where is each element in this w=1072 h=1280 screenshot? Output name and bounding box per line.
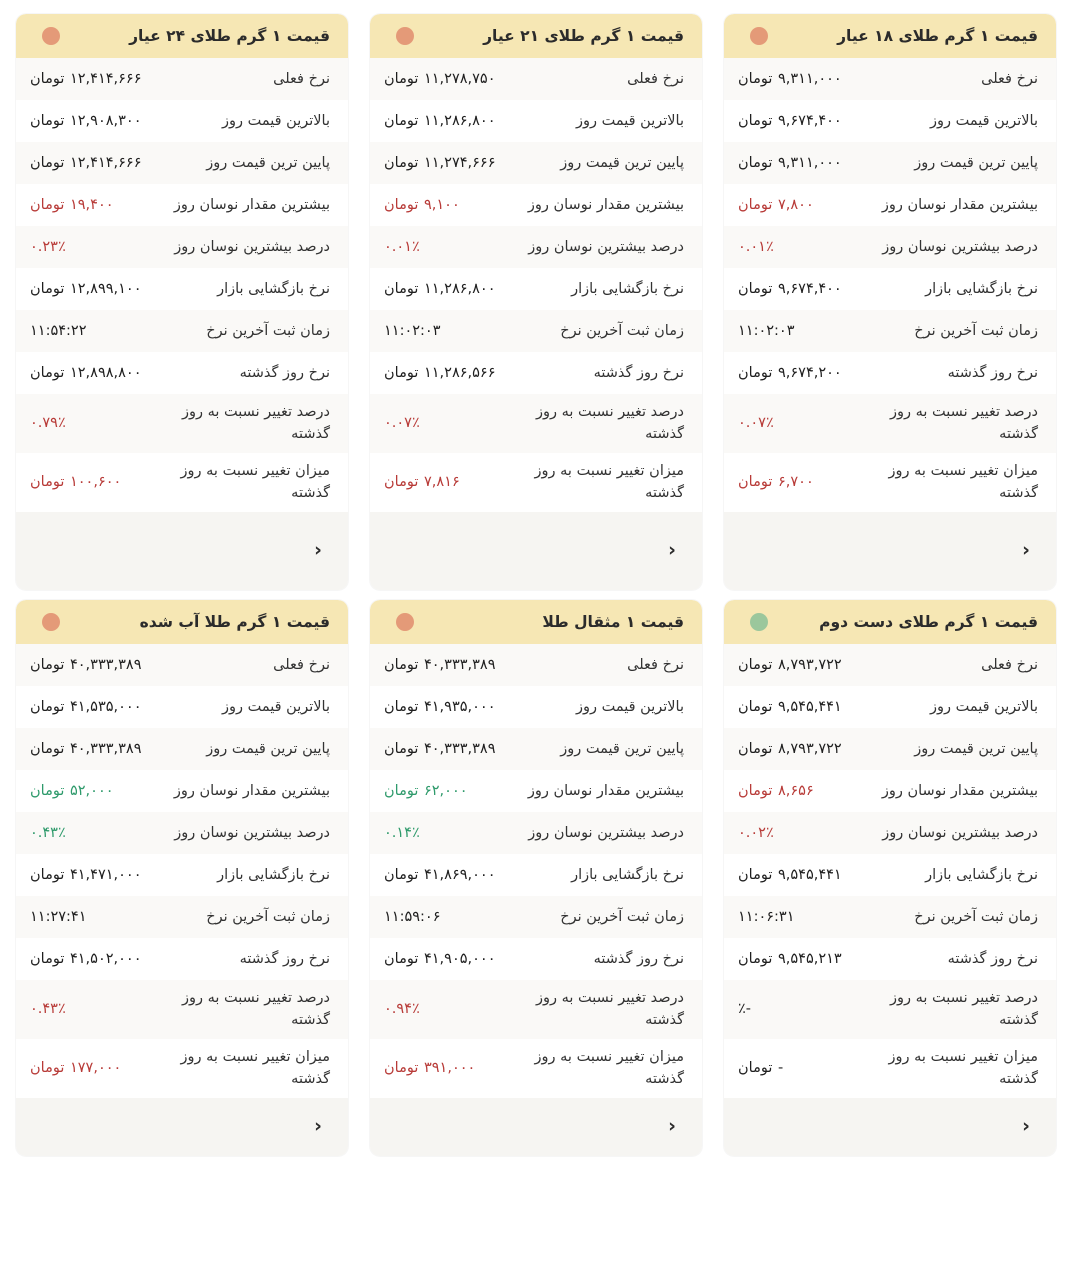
table-row bbox=[724, 310, 1056, 352]
row-label: درصد بیشترین نوسان روز bbox=[882, 238, 1038, 255]
table-row bbox=[370, 58, 702, 100]
row-label: درصد بیشترین نوسان روز bbox=[528, 238, 684, 255]
row-value: ۰.۰۷٪ bbox=[738, 415, 774, 432]
price-card-gold-24k bbox=[16, 14, 348, 590]
status-dot-icon bbox=[42, 27, 60, 45]
card-footer bbox=[724, 512, 1056, 590]
card-header bbox=[370, 600, 702, 644]
row-label: درصد بیشترین نوسان روز bbox=[528, 824, 684, 841]
row-label: نرخ روز گذشته bbox=[593, 364, 684, 381]
row-value: ۵۲,۰۰۰ تومان bbox=[30, 782, 114, 799]
row-value: ۰.۰۲٪ bbox=[738, 824, 774, 841]
row-label: پایین ترین قیمت روز bbox=[560, 154, 684, 171]
row-value: ۶۲,۰۰۰ تومان bbox=[384, 782, 468, 799]
row-label: پایین ترین قیمت روز bbox=[206, 740, 330, 757]
card-header bbox=[16, 14, 348, 58]
row-label: بالاترین قیمت روز bbox=[222, 112, 330, 129]
row-label: درصد تغییر نسبت به روز گذشته bbox=[535, 989, 684, 1029]
row-label: نرخ فعلی bbox=[627, 70, 684, 87]
row-value: ۱۱,۲۸۶,۵۶۶ تومان bbox=[384, 364, 496, 381]
row-label: میزان تغییر نسبت به روز گذشته bbox=[534, 462, 684, 502]
table-row bbox=[16, 58, 348, 100]
row-label: بالاترین قیمت روز bbox=[930, 698, 1038, 715]
table-row bbox=[370, 812, 702, 854]
row-value: ۰.۰۷٪ bbox=[384, 415, 420, 432]
row-label: بیشترین مقدار نوسان روز bbox=[881, 782, 1038, 799]
table-row bbox=[724, 58, 1056, 100]
row-label: زمان ثبت آخرین نرخ bbox=[206, 322, 330, 339]
row-label: پایین ترین قیمت روز bbox=[560, 740, 684, 757]
row-value: ۱۲,۹۰۸,۳۰۰ تومان bbox=[30, 112, 142, 129]
row-value: ۱۱:۵۹:۰۶ bbox=[384, 908, 441, 925]
row-value: ۴۰,۳۳۳,۳۸۹ تومان bbox=[384, 656, 496, 673]
row-label: درصد بیشترین نوسان روز bbox=[882, 824, 1038, 841]
table-row bbox=[16, 770, 348, 812]
row-value: ۹,۵۴۵,۴۴۱ تومان bbox=[738, 698, 842, 715]
row-value: ۱۱:۵۴:۲۲ bbox=[30, 322, 87, 339]
status-dot-icon bbox=[42, 613, 60, 631]
table-row bbox=[16, 1039, 348, 1098]
table-row bbox=[370, 854, 702, 896]
table-row bbox=[370, 310, 702, 352]
row-label: نرخ فعلی bbox=[981, 70, 1038, 87]
table-row bbox=[724, 142, 1056, 184]
row-value: ۴۱,۴۷۱,۰۰۰ تومان bbox=[30, 866, 142, 883]
row-label: درصد بیشترین نوسان روز bbox=[174, 238, 330, 255]
row-label: بالاترین قیمت روز bbox=[576, 698, 684, 715]
row-value: ۴۰,۳۳۳,۳۸۹ تومان bbox=[30, 740, 142, 757]
card-rows bbox=[370, 58, 702, 512]
row-label: نرخ روز گذشته bbox=[947, 950, 1038, 967]
row-value: ۰.۹۴٪ bbox=[384, 1001, 420, 1018]
row-value: ۰.۷۹٪ bbox=[30, 415, 66, 432]
card-footer bbox=[16, 1098, 348, 1156]
table-row bbox=[724, 268, 1056, 310]
row-label: میزان تغییر نسبت به روز گذشته bbox=[888, 1048, 1038, 1088]
row-label: بالاترین قیمت روز bbox=[930, 112, 1038, 129]
card-title: قیمت ۱ مثقال طلا bbox=[542, 612, 684, 631]
row-label: نرخ فعلی bbox=[273, 656, 330, 673]
table-row bbox=[16, 644, 348, 686]
table-row bbox=[724, 100, 1056, 142]
card-footer bbox=[16, 512, 348, 590]
row-value: ۱۲,۸۹۸,۸۰۰ تومان bbox=[30, 364, 142, 381]
row-label: نرخ بازگشایی بازار bbox=[925, 866, 1038, 883]
row-value: ۰.۰۱٪ bbox=[738, 238, 774, 255]
card-rows bbox=[16, 58, 348, 512]
row-label: بالاترین قیمت روز bbox=[576, 112, 684, 129]
row-value: ۱۱:۰۶:۳۱ bbox=[738, 908, 795, 925]
row-label: درصد تغییر نسبت به روز گذشته bbox=[889, 404, 1038, 443]
row-value: ۰.۴۳٪ bbox=[30, 1001, 66, 1018]
table-row bbox=[16, 896, 348, 938]
table-row bbox=[724, 812, 1056, 854]
row-value: ۹,۱۰۰ تومان bbox=[384, 196, 460, 213]
table-row bbox=[16, 854, 348, 896]
card-footer bbox=[724, 1098, 1056, 1156]
row-value: ۹,۵۴۵,۲۱۳ تومان bbox=[738, 950, 842, 967]
row-value: ۱۲,۴۱۴,۶۶۶ تومان bbox=[30, 70, 142, 87]
table-row bbox=[724, 394, 1056, 453]
row-label: نرخ بازگشایی بازار bbox=[217, 280, 330, 297]
row-value: ۷,۸۰۰ تومان bbox=[738, 196, 814, 213]
row-label: میزان تغییر نسبت به روز گذشته bbox=[888, 462, 1038, 502]
card-title: قیمت ۱ گرم طلای ۲۴ عیار bbox=[129, 27, 330, 45]
row-value: ۰.۱۴٪ bbox=[384, 824, 420, 841]
card-title: قیمت ۱ گرم طلای ۲۱ عیار bbox=[483, 27, 684, 45]
card-header bbox=[16, 600, 348, 644]
chevron-left-icon[interactable]: ‹ bbox=[668, 1115, 676, 1138]
table-row bbox=[16, 980, 348, 1039]
card-title: قیمت ۱ گرم طلا آب شده bbox=[139, 612, 330, 631]
row-label: بالاترین قیمت روز bbox=[222, 698, 330, 715]
price-card-gold-21k bbox=[370, 14, 702, 590]
table-row bbox=[724, 938, 1056, 980]
row-label: نرخ فعلی bbox=[981, 656, 1038, 673]
row-label: میزان تغییر نسبت به روز گذشته bbox=[534, 1048, 684, 1088]
row-value: ۴۱,۸۶۹,۰۰۰ تومان bbox=[384, 866, 496, 883]
table-row bbox=[370, 1039, 702, 1098]
table-row bbox=[16, 184, 348, 226]
table-row bbox=[370, 352, 702, 394]
row-value: ۱۲,۸۹۹,۱۰۰ تومان bbox=[30, 280, 142, 297]
row-value: ۱۱,۲۸۶,۸۰۰ تومان bbox=[384, 280, 496, 297]
card-rows bbox=[724, 644, 1056, 1098]
row-value: ۸,۷۹۳,۷۲۲ تومان bbox=[738, 740, 842, 757]
row-value: ۴۱,۵۳۵,۰۰۰ تومان bbox=[30, 698, 142, 715]
card-rows bbox=[724, 58, 1056, 512]
table-row bbox=[724, 896, 1056, 938]
table-row bbox=[370, 728, 702, 770]
row-label: نرخ فعلی bbox=[627, 656, 684, 673]
row-label: زمان ثبت آخرین نرخ bbox=[914, 908, 1038, 925]
table-row bbox=[370, 896, 702, 938]
row-label: نرخ بازگشایی بازار bbox=[571, 866, 684, 883]
row-value: ۹,۵۴۵,۴۴۱ تومان bbox=[738, 866, 842, 883]
row-label: بیشترین مقدار نوسان روز bbox=[173, 196, 330, 213]
row-value: ۷,۸۱۶ تومان bbox=[384, 474, 460, 491]
table-row bbox=[16, 310, 348, 352]
table-row bbox=[16, 226, 348, 268]
row-label: میزان تغییر نسبت به روز گذشته bbox=[180, 1048, 330, 1088]
row-label: درصد تغییر نسبت به روز گذشته bbox=[889, 989, 1038, 1029]
row-value: ۱۱,۲۷۴,۶۶۶ تومان bbox=[384, 154, 496, 171]
card-footer bbox=[370, 512, 702, 590]
row-label: زمان ثبت آخرین نرخ bbox=[914, 322, 1038, 339]
table-row bbox=[16, 268, 348, 310]
row-label: نرخ روز گذشته bbox=[593, 950, 684, 967]
table-row bbox=[724, 184, 1056, 226]
price-card-gold-18k bbox=[724, 14, 1056, 590]
chevron-left-icon[interactable]: ‹ bbox=[314, 539, 322, 562]
row-value: ۴۱,۹۳۵,۰۰۰ تومان bbox=[384, 698, 496, 715]
status-dot-icon bbox=[750, 613, 768, 631]
row-value: -٪ bbox=[738, 1001, 752, 1018]
table-row bbox=[16, 142, 348, 184]
card-header bbox=[724, 600, 1056, 644]
table-row bbox=[370, 142, 702, 184]
table-row bbox=[370, 980, 702, 1039]
table-row bbox=[16, 100, 348, 142]
row-label: بیشترین مقدار نوسان روز bbox=[527, 782, 684, 799]
row-value: ۱۱:۰۲:۰۳ bbox=[384, 322, 441, 339]
table-row bbox=[724, 1039, 1056, 1098]
table-row bbox=[16, 352, 348, 394]
card-footer bbox=[370, 1098, 702, 1156]
row-value: ۹,۳۱۱,۰۰۰ تومان bbox=[738, 154, 842, 171]
row-value: ۰.۴۳٪ bbox=[30, 824, 66, 841]
chevron-left-icon[interactable]: ‹ bbox=[668, 539, 676, 562]
row-label: نرخ بازگشایی بازار bbox=[925, 280, 1038, 297]
table-row bbox=[724, 644, 1056, 686]
row-value: ۹,۳۱۱,۰۰۰ تومان bbox=[738, 70, 842, 87]
row-value: ۴۱,۵۰۲,۰۰۰ تومان bbox=[30, 950, 142, 967]
row-value: ۸,۷۹۳,۷۲۲ تومان bbox=[738, 656, 842, 673]
row-value: ۱۱,۲۸۶,۸۰۰ تومان bbox=[384, 112, 496, 129]
row-value: ۱۰۰,۶۰۰ تومان bbox=[30, 474, 122, 491]
row-value: ۰.۰۱٪ bbox=[384, 238, 420, 255]
row-value: ۸,۶۵۶ تومان bbox=[738, 782, 814, 799]
row-label: پایین ترین قیمت روز bbox=[206, 154, 330, 171]
row-value: ۱۷۷,۰۰۰ تومان bbox=[30, 1060, 122, 1077]
table-row bbox=[724, 770, 1056, 812]
row-value: ۴۱,۹۰۵,۰۰۰ تومان bbox=[384, 950, 496, 967]
table-row bbox=[16, 453, 348, 512]
row-label: نرخ روز گذشته bbox=[239, 364, 330, 381]
row-label: درصد بیشترین نوسان روز bbox=[174, 824, 330, 841]
row-value: ۹,۶۷۴,۴۰۰ تومان bbox=[738, 280, 842, 297]
table-row bbox=[16, 938, 348, 980]
row-label: درصد تغییر نسبت به روز گذشته bbox=[535, 404, 684, 443]
row-value: ۴۰,۳۳۳,۳۸۹ تومان bbox=[384, 740, 496, 757]
card-header bbox=[724, 14, 1056, 58]
row-label: بیشترین مقدار نوسان روز bbox=[527, 196, 684, 213]
table-row bbox=[370, 100, 702, 142]
table-row bbox=[16, 728, 348, 770]
table-row bbox=[370, 770, 702, 812]
table-row bbox=[724, 728, 1056, 770]
table-row bbox=[370, 644, 702, 686]
table-row bbox=[370, 938, 702, 980]
table-row bbox=[16, 812, 348, 854]
table-row bbox=[724, 226, 1056, 268]
row-value: ۱۱:۲۷:۴۱ bbox=[30, 908, 87, 925]
row-label: پایین ترین قیمت روز bbox=[914, 154, 1038, 171]
table-row bbox=[724, 854, 1056, 896]
table-row bbox=[16, 686, 348, 728]
row-label: بیشترین مقدار نوسان روز bbox=[881, 196, 1038, 213]
row-value: ۴۰,۳۳۳,۳۸۹ تومان bbox=[30, 656, 142, 673]
price-card-secondhand-gold bbox=[724, 600, 1056, 1156]
row-label: زمان ثبت آخرین نرخ bbox=[560, 322, 684, 339]
table-row bbox=[370, 268, 702, 310]
row-label: نرخ روز گذشته bbox=[947, 364, 1038, 381]
status-dot-icon bbox=[396, 27, 414, 45]
table-row bbox=[370, 226, 702, 268]
table-row bbox=[16, 394, 348, 453]
card-rows bbox=[16, 644, 348, 1098]
row-value: ۱۹,۴۰۰ تومان bbox=[30, 196, 114, 213]
table-row bbox=[370, 184, 702, 226]
row-label: درصد تغییر نسبت به روز گذشته bbox=[181, 404, 330, 443]
table-row bbox=[724, 980, 1056, 1039]
row-value: ۰.۲۳٪ bbox=[30, 238, 66, 255]
row-label: نرخ بازگشایی بازار bbox=[571, 280, 684, 297]
row-value: ۱۲,۴۱۴,۶۶۶ تومان bbox=[30, 154, 142, 171]
row-label: میزان تغییر نسبت به روز گذشته bbox=[180, 462, 330, 502]
price-card-melted-gold bbox=[16, 600, 348, 1156]
status-dot-icon bbox=[396, 613, 414, 631]
table-row bbox=[724, 352, 1056, 394]
row-label: پایین ترین قیمت روز bbox=[914, 740, 1038, 757]
chevron-left-icon[interactable]: ‹ bbox=[1022, 1115, 1030, 1138]
table-row bbox=[724, 453, 1056, 512]
row-value: ۱۱,۲۷۸,۷۵۰ تومان bbox=[384, 70, 496, 87]
table-row bbox=[724, 686, 1056, 728]
status-dot-icon bbox=[750, 27, 768, 45]
row-value: ۹,۶۷۴,۴۰۰ تومان bbox=[738, 112, 842, 129]
card-header bbox=[370, 14, 702, 58]
row-label: درصد تغییر نسبت به روز گذشته bbox=[181, 989, 330, 1029]
price-card-mesghal-gold bbox=[370, 600, 702, 1156]
table-row bbox=[370, 394, 702, 453]
row-label: زمان ثبت آخرین نرخ bbox=[206, 908, 330, 925]
row-value: ۹,۶۷۴,۲۰۰ تومان bbox=[738, 364, 842, 381]
table-row bbox=[370, 453, 702, 512]
row-label: نرخ فعلی bbox=[273, 70, 330, 87]
chevron-left-icon[interactable]: ‹ bbox=[1022, 539, 1030, 562]
row-value: ۳۹۱,۰۰۰ تومان bbox=[384, 1060, 476, 1077]
card-title: قیمت ۱ گرم طلای ۱۸ عیار bbox=[837, 27, 1038, 45]
table-row bbox=[370, 686, 702, 728]
chevron-left-icon[interactable]: ‹ bbox=[314, 1115, 322, 1138]
row-label: نرخ روز گذشته bbox=[239, 950, 330, 967]
row-value: - تومان bbox=[738, 1060, 784, 1077]
row-label: زمان ثبت آخرین نرخ bbox=[560, 908, 684, 925]
row-label: نرخ بازگشایی بازار bbox=[217, 866, 330, 883]
card-rows bbox=[370, 644, 702, 1098]
row-label: بیشترین مقدار نوسان روز bbox=[173, 782, 330, 799]
card-title: قیمت ۱ گرم طلای دست دوم bbox=[819, 612, 1038, 631]
row-value: ۶,۷۰۰ تومان bbox=[738, 474, 814, 491]
row-value: ۱۱:۰۲:۰۳ bbox=[738, 322, 795, 339]
